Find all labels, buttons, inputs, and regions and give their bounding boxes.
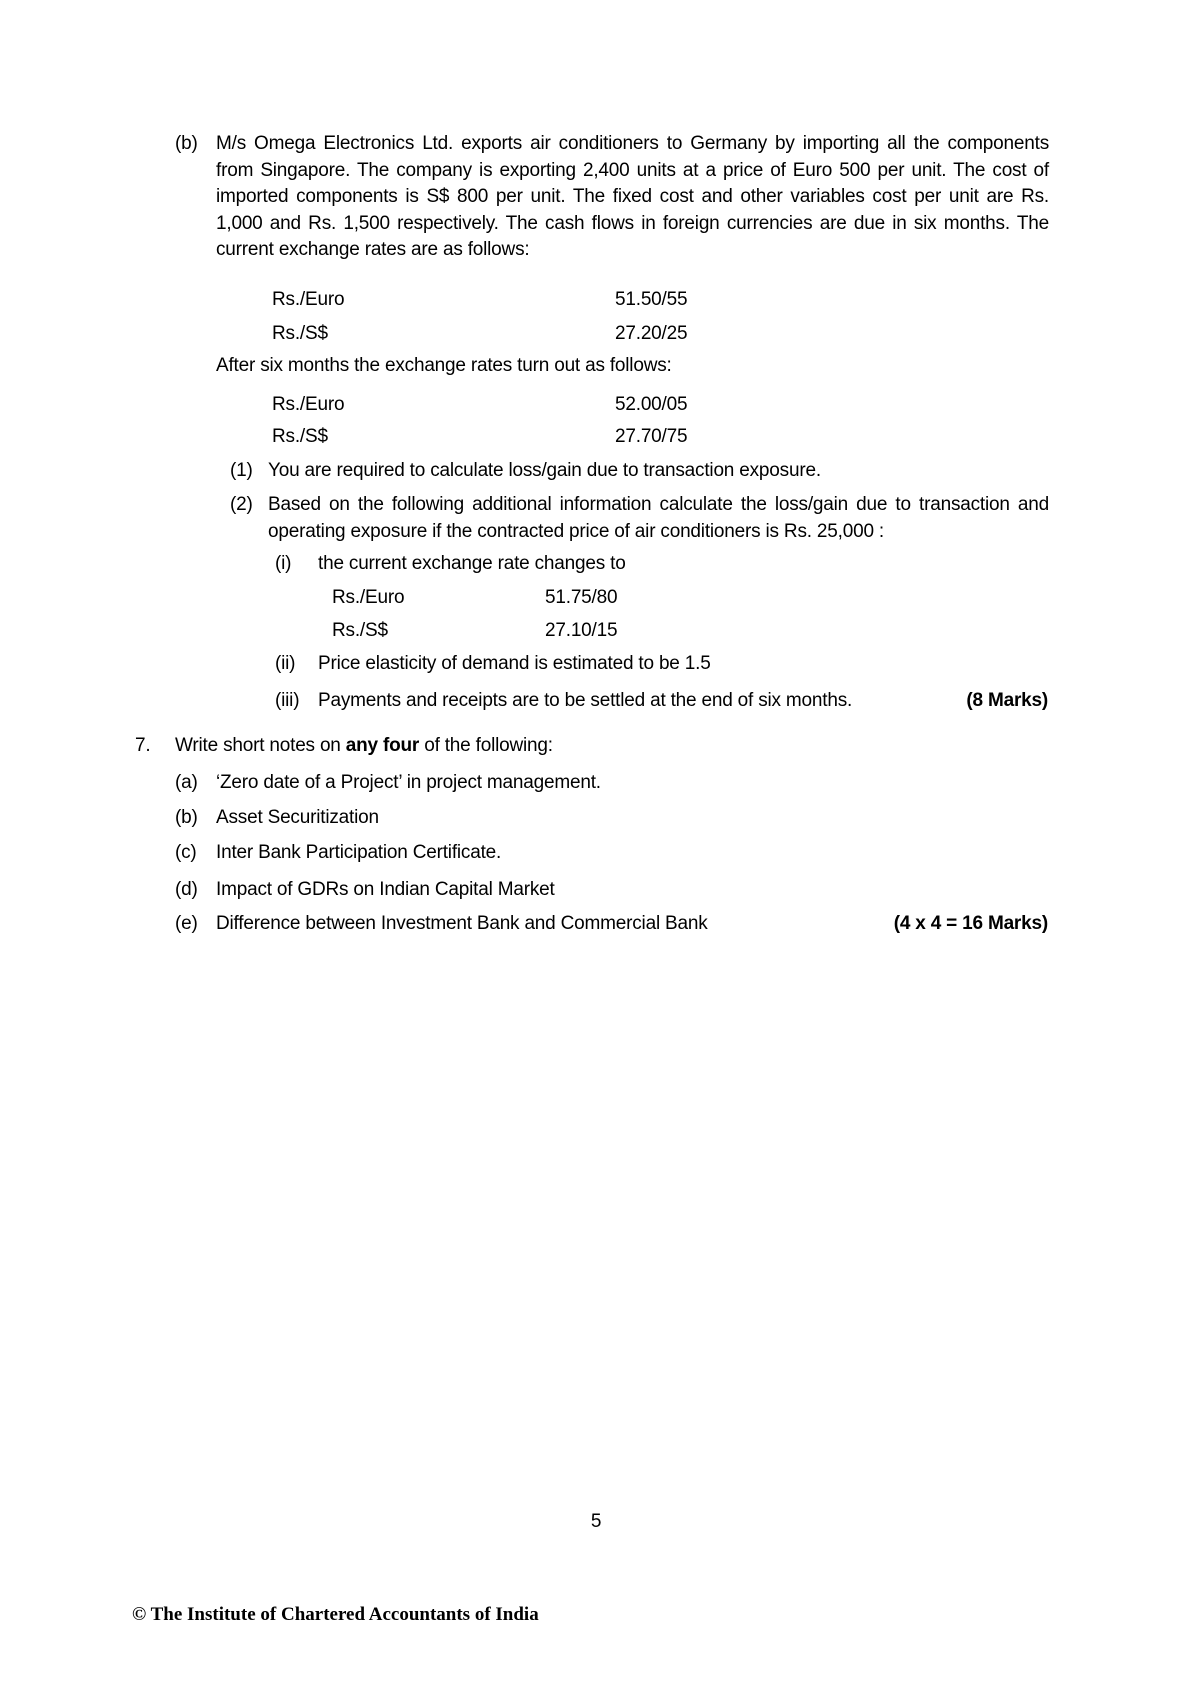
q7-intro <box>175 733 553 760</box>
footer-copyright: © The Institute of Chartered Accountants of India <box>132 1604 539 1625</box>
q7-item-d-text: Impact of GDRs on Indian Capital Market <box>216 879 555 900</box>
current-rate-value-euro: 51.50/55 <box>615 289 688 310</box>
subpart-2-label: (2) <box>230 494 253 515</box>
current-rate-pair-euro: Rs./Euro <box>272 289 345 310</box>
after-rate-pair-sgd: Rs./S$ <box>272 426 328 447</box>
q6b-marks: (8 Marks) <box>966 690 1048 711</box>
changed-rate-value-euro: 51.75/80 <box>545 587 618 608</box>
q7-item-b-label: (b) <box>175 807 198 828</box>
q7-item-a-text: ‘Zero date of a Project’ in project management. <box>216 772 601 793</box>
subpart-1-label: (1) <box>230 460 253 481</box>
changed-rate-value-sgd: 27.10/15 <box>545 620 618 641</box>
after-six-months-text: After six months the exchange rates turn out as follows: <box>216 355 672 376</box>
q7-item-c-text: Inter Bank Participation Certificate. <box>216 842 502 863</box>
q7-item-d-label: (d) <box>175 879 198 900</box>
roman-iii-label: (iii) <box>275 690 300 711</box>
q7-item-c-label: (c) <box>175 842 197 863</box>
q7-intro-prefix: Write short notes on <box>175 735 346 756</box>
after-rate-pair-euro: Rs./Euro <box>272 394 345 415</box>
q7-item-a-label: (a) <box>175 772 198 793</box>
q6b-paragraph: M/s Omega Electronics Ltd. exports air conditioners to Germany by importing all the components from Singapore. The company is exporting 2,400 units at a price of Euro 500 per unit. The cost of imported components is S$ 800 per unit. The fixed cost and other variables cost per unit are Rs. 1,000 and Rs. 1,500 respectively. The cash flows in foreign currencies are due in six months. The current exchange rates are as follows: <box>216 133 1055 260</box>
current-rate-value-sgd: 27.20/25 <box>615 323 688 344</box>
current-rate-pair-sgd: Rs./S$ <box>272 323 328 344</box>
q7-item-b-text: Asset Securitization <box>216 807 379 828</box>
roman-i-label: (i) <box>275 553 292 574</box>
after-rate-value-euro: 52.00/05 <box>615 394 688 415</box>
q7-marks: (4 x 4 = 16 Marks) <box>893 913 1048 934</box>
q7-number: 7. <box>135 735 151 756</box>
q7-intro-bold: any four <box>345 735 420 756</box>
roman-i-text: the current exchange rate changes to <box>318 553 626 574</box>
roman-ii-text: Price elasticity of demand is estimated to be 1.5 <box>318 653 711 674</box>
subpart-1-text: You are required to calculate loss/gain due to transaction exposure. <box>268 460 821 481</box>
after-rate-value-sgd: 27.70/75 <box>615 426 688 447</box>
page-number: 5 <box>590 1511 602 1532</box>
q7-item-e-label: (e) <box>175 913 198 934</box>
subpart-2-text: Based on the following additional information calculate the loss/gain due to transaction and operating exposure if the contracted price of air conditioners is Rs. 25,000 : <box>268 494 1055 542</box>
changed-rate-pair-euro: Rs./Euro <box>332 587 405 608</box>
q6b-label: (b) <box>175 133 198 154</box>
q7-item-e-text: Difference between Investment Bank and Commercial Bank <box>216 913 708 934</box>
changed-rate-pair-sgd: Rs./S$ <box>332 620 388 641</box>
q7-intro-suffix: of the following: <box>419 735 553 756</box>
roman-ii-label: (ii) <box>275 653 296 674</box>
roman-iii-text: Payments and receipts are to be settled at the end of six months. <box>318 690 853 711</box>
